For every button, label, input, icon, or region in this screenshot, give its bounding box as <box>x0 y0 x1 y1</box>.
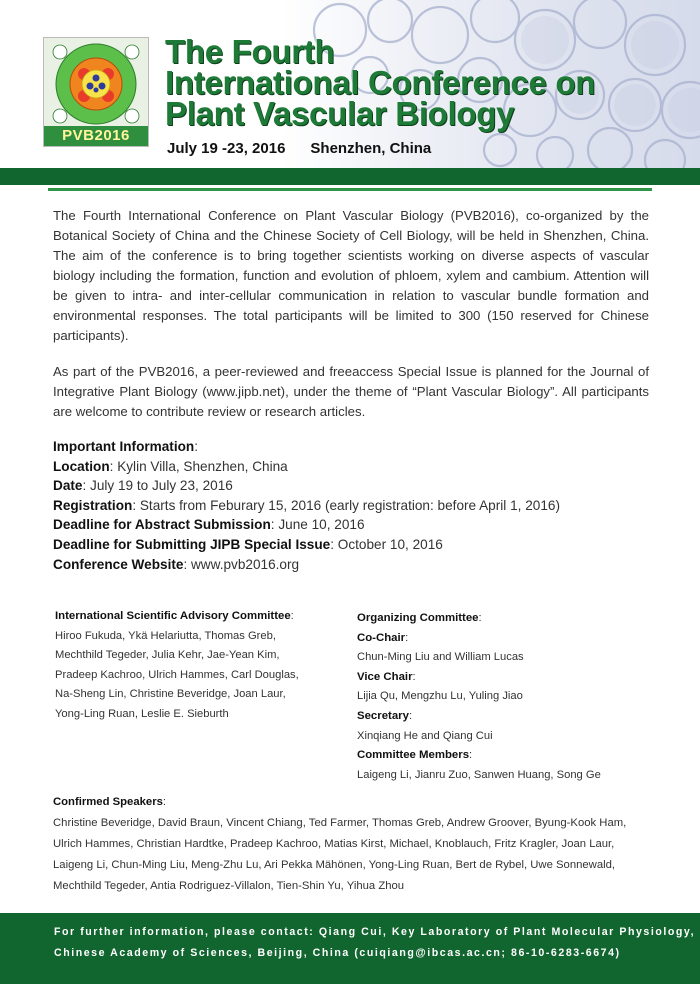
info-row-website: Conference Website: www.pvb2016.org <box>53 556 300 572</box>
advisory-names-line: Pradeep Kachroo, Ulrich Hammes, Carl Douglas, <box>55 668 299 681</box>
info-row-jipb-deadline: Deadline for Submitting JIPB Special Issue: October 10, 2016 <box>53 536 443 552</box>
advisory-names-line: Mechthild Tegeder, Julia Kehr, Jae-Yean Kim, <box>55 649 280 662</box>
vice-chair-names: Lijia Qu, Mengzhu Lu, Yuling Jiao <box>357 690 523 703</box>
info-row-abstract-deadline: Deadline for Abstract Submission: June 10, 2016 <box>53 517 365 533</box>
advisory-heading: International Scientific Advisory Committee <box>55 610 291 622</box>
header-divider-light <box>48 188 652 191</box>
jipb-paragraph: As part of the PVB2016, a peer-reviewed and freeaccess Special Issue is planned for the Journal of Integrative Plant Biology (www.jipb.net), under the theme of “Plant Vascular Biology”. All participants are welcome to contribute review or research articles. <box>53 364 649 419</box>
co-chair-label: Co-Chair <box>357 631 406 644</box>
secretary-names: Xinqiang He and Qiang Cui <box>357 729 493 742</box>
conference-dates-location: July 19 -23, 2016 Shenzhen, China <box>167 140 432 157</box>
speakers-names-line: Laigeng Li, Chun-Ming Liu, Meng-Zhu Lu, Ari Pekka Mähönen, Yong-Ling Ruan, Bert de Rybel, Uwe Sonnewald, <box>53 859 616 871</box>
members-label: Committee Members <box>357 749 470 762</box>
title-line: International Conference on <box>165 64 596 101</box>
footer-contact-line: For further information, please contact: Qiang Cui, Key Laboratory of Plant Molecular Physiology, <box>54 926 696 938</box>
vice-chair-label: Vice Chair <box>357 670 413 683</box>
co-chair-names: Chun-Ming Liu and William Lucas <box>357 651 524 664</box>
members-names: Laigeng Li, Jianru Zuo, Sanwen Huang, Song Ge <box>357 768 601 781</box>
title-line: Plant Vascular Biology <box>165 95 515 132</box>
info-heading: Important Information <box>53 439 195 454</box>
advisory-names-line: Yong-Ling Ruan, Leslie E. Sieburth <box>55 707 229 720</box>
important-information: Important Information: Location: Kylin Villa, Shenzhen, China Date: July 19 to July 23, 2016 Registration: Starts from Feburary 15, 2016 (early registration: before April 1, 2016) Deadline for Abstract Submission: June 10, 2016 Deadline for Submitting JIPB Special Issue: October 10, 2016 Conference Website: www.pvb2016.org <box>53 437 653 574</box>
contact-footer <box>0 913 700 984</box>
info-row-registration: Registration: Starts from Feburary 15, 2016 (early registration: before April 1, 2016) <box>53 497 560 513</box>
speakers-names-line: Mechthild Tegeder, Antia Rodriguez-Villalon, Tien-Shin Yu, Yihua Zhou <box>53 880 405 892</box>
organizing-heading: Organizing Committee <box>357 612 479 624</box>
info-row-location: Location: Kylin Villa, Shenzhen, China <box>53 458 288 474</box>
speakers-names-line: Christine Beveridge, David Braun, Vincent Chiang, Ted Farmer, Thomas Greb, Andrew Groover, Byung-Kook Ham, <box>53 817 627 829</box>
info-row-date: Date: July 19 to July 23, 2016 <box>53 478 233 494</box>
title-line: The Fourth <box>165 33 335 70</box>
header-banner <box>0 0 700 168</box>
conference-logo <box>43 37 149 147</box>
organizing-committee: Organizing Committee: Co-Chair: Chun-Ming Liu and William Lucas Vice Chair: Lijia Qu, Mengzhu Lu, Yuling Jiao Secretary: Xinqiang He and Qiang Cui Committee Members: Laigeng Li, Jianru Zuo, Sanwen Huang, Song Ge <box>357 609 601 785</box>
confirmed-speakers: Confirmed Speakers: Christine Beveridge, David Braun, Vincent Chiang, Ted Farmer, Thomas Greb, Andrew Groover, Byung-Kook Ham, Ulrich Hammes, Christian Hardtke, Pradeep Kachroo, Matias Kirst, Michael, Knoblauch, Fritz Kragler, Joan Laur, Laigeng Li, Chun-Ming Liu, Meng-Zhu Lu, Ari Pekka Mähönen, Yong-Ling Ruan, Bert de Rybel, Uwe Sonnewald, Mechthild Tegeder, Antia Rodriguez-Villalon, Tien-Shin Yu, Yihua Zhou <box>53 792 653 897</box>
footer-address-line: Chinese Academy of Sciences, Beijing, China (cuiqiang@ibcas.ac.cn; 86-10-6283-6674) <box>54 947 621 959</box>
conference-title <box>165 33 596 132</box>
advisory-names-line: Hiroo Fukuda, Ykä Helariutta, Thomas Greb, <box>55 629 276 642</box>
speakers-names-line: Ulrich Hammes, Christian Hardtke, Pradeep Kachroo, Matias Kirst, Michael, Knoblauch, Fritz Kragler, Joan Laur, <box>53 838 615 850</box>
secretary-label: Secretary <box>357 709 409 722</box>
logo-label: PVB2016 <box>44 126 148 146</box>
advisory-committee: International Scientific Advisory Committee: Hiroo Fukuda, Ykä Helariutta, Thomas Greb, Mechthild Tegeder, Julia Kehr, Jae-Yean Kim, Pradeep Kachroo, Ulrich Hammes, Carl Douglas, Na-Sheng Lin, Christine Beveridge, Joan Laur, Yong-Ling Ruan, Leslie E. Sieburth <box>55 607 299 725</box>
vascular-bundle-icon <box>44 38 148 126</box>
advisory-names-line: Na-Sheng Lin, Christine Beveridge, Joan Laur, <box>55 688 286 701</box>
intro-paragraph: The Fourth International Conference on Plant Vascular Biology (PVB2016), co-organized by the Botanical Society of China and the Chinese Society of Cell Biology, will be held in Shenzhen, China. The aim of the conference is to bring together scientists working on diverse aspects of vascular biology including the formation, function and evolution of phloem, xylem and cambium. Attention will be given to intra- and inter-cellular communication in relation to vascular bundle formation and environmental responses. The total participants will be limited to 300 (150 reserved for Chinese participants). <box>53 208 649 343</box>
speakers-heading: Confirmed Speakers <box>53 796 163 808</box>
header-divider-dark <box>0 168 700 185</box>
